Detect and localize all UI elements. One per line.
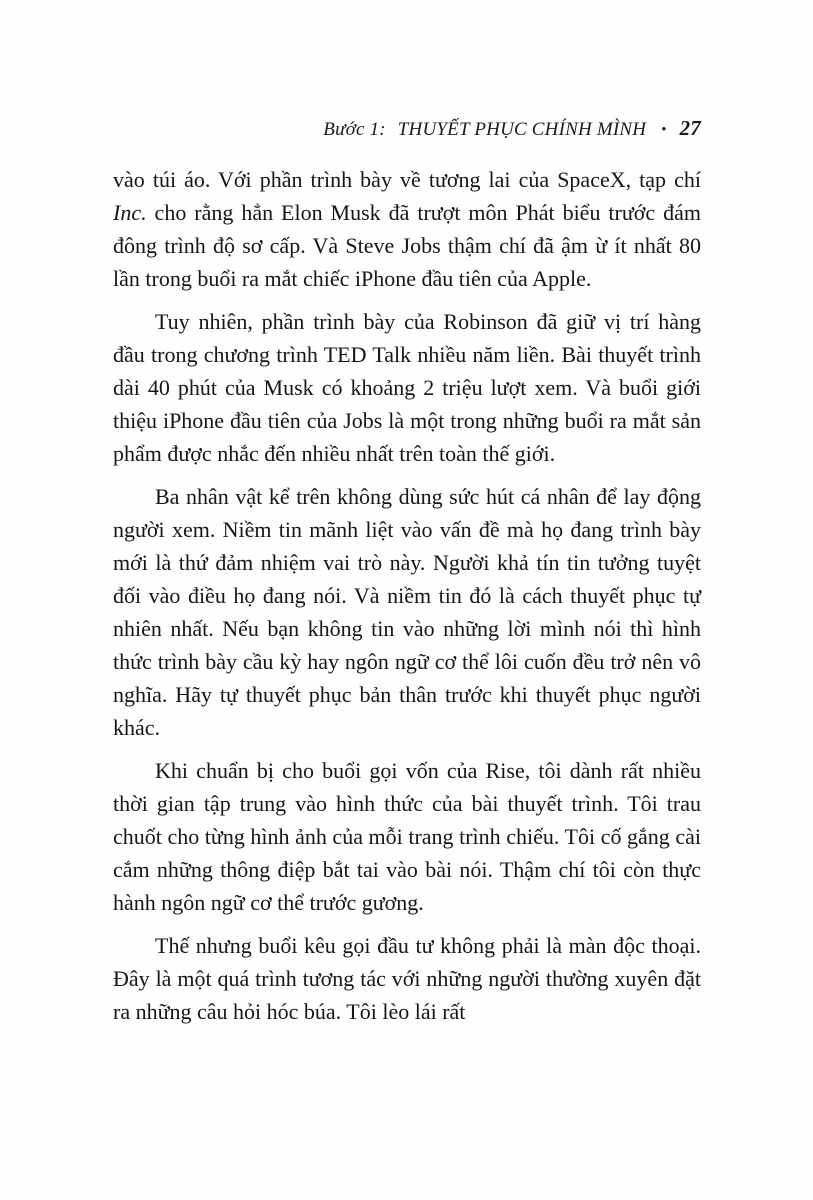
- header-separator: •: [661, 122, 667, 138]
- paragraph-text: vào túi áo. Với phần trình bày về tương lai của SpaceX, tạp chí: [113, 167, 701, 192]
- paragraph: Khi chuẩn bị cho buổi gọi vốn của Rise, tôi dành rất nhiều thời gian tập trung vào hình thức của bài thuyết trình. Tôi trau chuốt cho từng hình ảnh của mỗi trang trình chiếu. Tôi cố gắng cài cắm những thông điệp bắt tai vào bài nói. Thậm chí tôi còn thực hành ngôn ngữ cơ thể trước gương.: [113, 758, 701, 915]
- paragraph: Tuy nhiên, phần trình bày của Robinson đã giữ vị trí hàng đầu trong chương trình TED Talk nhiều năm liền. Bài thuyết trình dài 40 phút của Musk có khoảng 2 triệu lượt xem. Và buổi giới thiệu iPhone đầu tiên của Jobs là một trong những buổi ra mắt sản phẩm được nhắc đến nhiều nhất trên toàn thế giới.: [113, 309, 701, 466]
- running-header: [113, 116, 701, 141]
- paragraph-text: cho rằng hẳn Elon Musk đã trượt môn Phát biểu trước đám đông trình độ sơ cấp. Và Steve Jobs thậm chí đã ậm ừ ít nhất 80 lần trong buổi ra mắt chiếc iPhone đầu tiên của Apple.: [113, 200, 701, 291]
- body-text: [113, 163, 701, 1038]
- paragraph: Ba nhân vật kể trên không dùng sức hút cá nhân để lay động người xem. Niềm tin mãnh liệt vào vấn đề mà họ đang trình bày mới là thứ đảm nhiệm vai trò này. Người khả tín tin tưởng tuyệt đối vào điều họ đang nói. Và niềm tin đó là cách thuyết phục tự nhiên nhất. Nếu bạn không tin vào những lời mình nói thì hình thức trình bày cầu kỳ hay ngôn ngữ cơ thể lôi cuốn đều trở nên vô nghĩa. Hãy tự thuyết phục bản thân trước khi thuyết phục người khác.: [113, 484, 701, 740]
- paragraph: Thế nhưng buổi kêu gọi đầu tư không phải là màn độc thoại. Đây là một quá trình tương tác với những người thường xuyên đặt ra những câu hỏi hóc búa. Tôi lèo lái rất: [113, 933, 701, 1024]
- chapter-label: Bước 1:: [323, 119, 386, 140]
- paragraph: [113, 163, 701, 295]
- italic-magazine-name: Inc.: [113, 200, 147, 225]
- page-number: 27: [679, 116, 701, 140]
- chapter-title: THUYẾT PHỤC CHÍNH MÌNH: [397, 119, 647, 140]
